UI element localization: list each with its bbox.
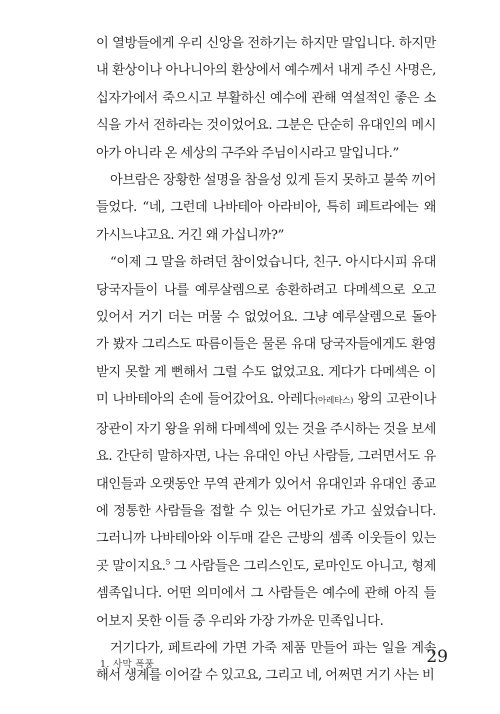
footnote-marker: 5 xyxy=(165,557,171,567)
paragraph-text: 그 사람들은 그리스인도, 로마인도 아니고, 형제 셈족입니다. 어떤 의미에서 그 사람들은 예수에 관해 아직 들어보지 못한 이들 중 우리와 가장 가까운 민족입니다. xyxy=(96,558,436,629)
running-footer-chapter: 1. 사막 폭풍 xyxy=(100,659,155,670)
body-text xyxy=(96,30,436,690)
paragraph-text: 아브람은 장황한 설명을 참을성 있게 듣지 못하고 불쑥 끼어들었다. “네, 그런데 나바테아 아라비아, 특히 페트라에는 왜 가시느냐고요. 거긴 왜 가십니까?” xyxy=(96,173,436,243)
paragraph-text: 이 열방들에게 우리 신앙을 전하기는 하지만 말입니다. 하지만 내 환상이나 아나니아의 환상에서 예수께서 내게 주신 사명은, 십자가에서 죽으시고 부활하신 예수에 관해 역설적인 좋은 소식을 가서 전하라는 것이었어요. 그분은 단순히 유대인의 메시아가 아니라 온 세상의 구주와 주님이시라고 말입니다.” xyxy=(96,36,436,161)
paragraph xyxy=(96,30,436,167)
paragraph-text: 거기다가, 페트라에 가면 가죽 제품 만들어 파는 일을 계속해서 생계를 이어갈 수 있고요, 그리고 네, 어쩌면 거기 사는 비 xyxy=(96,640,436,684)
paragraph-text: 왕의 고관이나 장관이 자기 왕을 위해 다메섹에 있는 것을 주시하는 것을 보세요. 간단히 말하자면, 나는 유대인 아닌 사람들, 그러면서도 유대인들과 오랫동안 무역 관계가 있어서 유대인과 유대인 종교에 정통한 사람들을 접할 수 있는 어딘가로 가고 싶었습니다. 그러니까 나바테아와 이두매 같은 근방의 셈족 이웃들이 있는 곳 말이지요. xyxy=(96,392,436,574)
page-number: 29 xyxy=(426,647,448,667)
paragraph xyxy=(96,249,436,635)
paragraph xyxy=(96,167,436,249)
paragraph-text: “이제 그 말을 하려던 참이었습니다, 친구. 아시다시피 유대 당국자들이 나를 예루살렘으로 송환하려고 다메섹으로 오고 있어서 거기 더는 머물 수 없었어요. 그냥 예루살렘으로 돌아가 봤자 그리스도 따름이들은 물론 유대 당국자들에게도 환영받지 못할 게 뻔해서 그럴 수도 없었고요. 게다가 다메섹은 이미 나바테아의 손에 들어갔어요. 아레다 xyxy=(96,255,436,408)
gloss-text: (아레타스) xyxy=(314,396,354,407)
